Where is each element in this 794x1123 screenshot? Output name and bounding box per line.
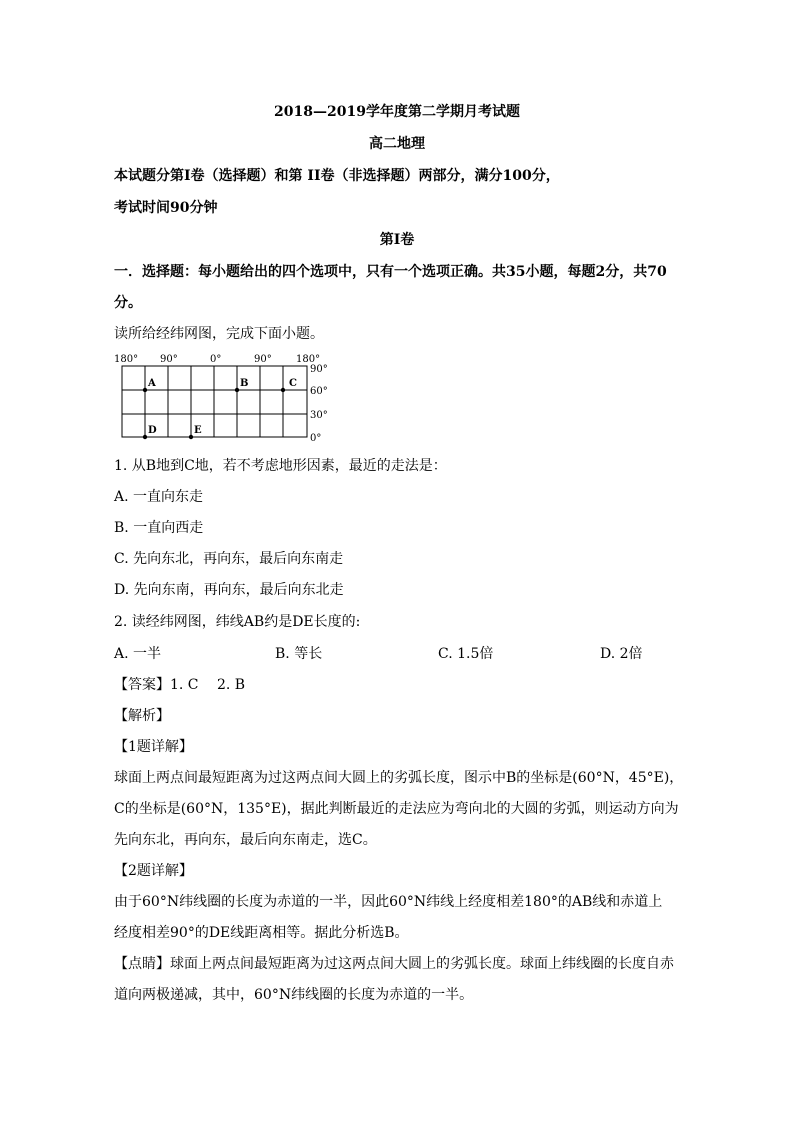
section-instruction-line2: 分。: [114, 295, 142, 311]
lon-label: 180°: [296, 354, 321, 365]
point-d-label: D: [148, 425, 157, 436]
section-instruction-line1: 一．选择题：每小题给出的四个选项中，只有一个选项正确。共35小题，每题2分，共70: [114, 264, 667, 280]
lon-label: 90°: [254, 354, 272, 365]
tip-text: 球面上两点间最短距离为过这两点间大圆上的劣弧长度。球面上纬线圈的长度自赤: [170, 956, 674, 972]
exam-intro-line1: 本试题分第Ⅰ卷（选择题）和第 II卷（非选择题）两部分，满分100分，: [114, 168, 560, 184]
point-d-dot: [143, 435, 147, 439]
q1-detail-text: 先向东北，再向东，最后向东南走，选C。: [114, 832, 377, 848]
question-1-option: D. 先向东南，再向东，最后向东北走: [114, 582, 344, 598]
question-1-option: C. 先向东北，再向东，最后向东南走: [114, 551, 344, 567]
exam-intro-line2: 考试时间90分钟: [114, 200, 218, 216]
question-1-option: A. 一直向东走: [114, 489, 204, 505]
lat-label: 30°: [310, 410, 328, 421]
lon-label: 180°: [114, 354, 139, 365]
question-1-stem: 1. 从B地到C地，若不考虑地形因素，最近的走法是：: [114, 458, 447, 474]
lat-lon-grid-svg: [114, 352, 334, 444]
subject-title: 高二地理: [369, 136, 425, 152]
lat-label: 0°: [310, 433, 322, 444]
q1-detail-label: 【1题详解】: [114, 739, 193, 755]
question-2-option: D. 2倍: [600, 646, 643, 662]
point-c-label: C: [289, 378, 297, 389]
lat-label: 60°: [310, 386, 328, 397]
question-2-stem: 2. 读经纬网图，纬线AB约是DE长度的:: [114, 614, 361, 630]
point-a-dot: [143, 388, 147, 392]
question-2-option: A. 一半: [114, 646, 162, 662]
lat-lon-grid-figure: [114, 352, 334, 444]
lon-label: 90°: [160, 354, 178, 365]
point-e-dot: [189, 435, 193, 439]
exam-title: 2018—2019学年度第二学期月考试题: [274, 104, 520, 120]
question-2-option: C. 1.5倍: [438, 646, 494, 662]
lon-label: 0°: [210, 354, 222, 365]
q1-detail-text: C的坐标是(60°N，135°E)，据此判断最近的走法应为弯向北的大圆的劣弧，则运动方向为: [114, 801, 679, 817]
lat-label: 90°: [310, 364, 328, 375]
tip-paragraph: [114, 954, 674, 974]
point-c-dot: [281, 388, 285, 392]
q2-detail-text: 由于60°N纬线圈的长度为赤道的一半，因此60°N纬线上经度相差180°的AB线和赤道上: [114, 894, 663, 910]
question-prompt: 读所给经纬网图，完成下面小题。: [114, 326, 324, 342]
analysis-label: 【解析】: [114, 708, 170, 724]
question-2-option: B. 等长: [275, 646, 323, 662]
point-e-label: E: [194, 425, 202, 436]
q2-detail-text: 经度相差90°的DE线距离相等。据此分析选B。: [114, 925, 409, 941]
q2-detail-label: 【2题详解】: [114, 863, 193, 879]
question-1-option: B. 一直向西走: [114, 520, 204, 536]
tip-text: 道向两极递减，其中，60°N纬线圈的长度为赤道的一半。: [114, 987, 474, 1003]
q1-detail-text: 球面上两点间最短距离为过这两点间大圆上的劣弧长度，图示中B的坐标是(60°N，45°E)，: [114, 770, 684, 786]
point-b-dot: [235, 388, 239, 392]
point-a-label: A: [148, 378, 156, 389]
section-title: 第Ⅰ卷: [379, 232, 415, 248]
answer-line: 【答案】1. C 2. B: [114, 677, 246, 693]
point-b-label: B: [240, 378, 249, 389]
tip-label: 【点睛】: [114, 956, 170, 972]
